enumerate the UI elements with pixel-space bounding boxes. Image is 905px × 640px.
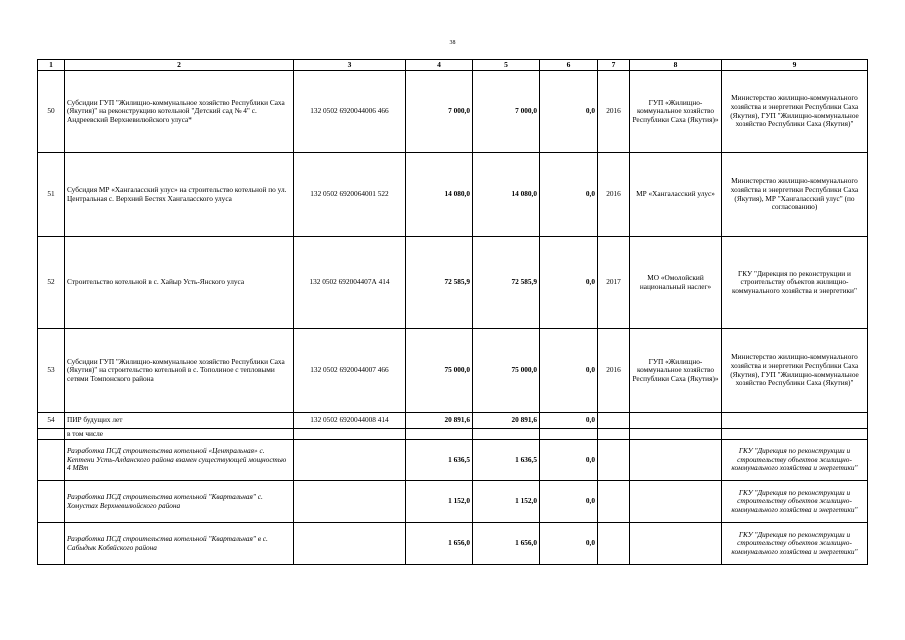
value-col4: 75 000,0: [406, 329, 473, 413]
subheader-row: [38, 429, 868, 440]
responsible: ГКУ "Дирекция по реконструкции и строительству объектов жилищно-коммунального хозяйства и энергетики": [722, 440, 868, 481]
value-col6: 0,0: [540, 413, 598, 429]
value-col6: 0,0: [540, 329, 598, 413]
value-col4: 20 891,6: [406, 413, 473, 429]
header-cell: 9: [722, 60, 868, 71]
header-cell: 3: [294, 60, 406, 71]
value-col5: 1 152,0: [473, 481, 540, 523]
row-number: 51: [38, 153, 65, 237]
sub-row-name: Разработка ПСД строительства котельной «Центральная» с. Кептени Усть-Алданского района взамен существующей мощностью 4 МВт: [65, 440, 294, 481]
table-row: [38, 153, 868, 237]
value-col5: 1 636,5: [473, 440, 540, 481]
row-number: 52: [38, 237, 65, 329]
header-cell: 1: [38, 60, 65, 71]
executor: МР «Хангаласский улус»: [630, 153, 722, 237]
value-col4: 14 080,0: [406, 153, 473, 237]
budget-code: 132 0502 6920044006 466: [294, 71, 406, 153]
header-cell: 6: [540, 60, 598, 71]
year: 2016: [598, 71, 630, 153]
header-row: [38, 60, 868, 71]
header-cell: 4: [406, 60, 473, 71]
year: [598, 413, 630, 429]
table-row: [38, 71, 868, 153]
sub-row-name: Разработка ПСД строительства котельной "Квартальная" в с. Сабыдык Кобяйского района: [65, 523, 294, 565]
responsible: Министерство жилищно-коммунального хозяйства и энергетики Республики Саха (Якутия), ГУП "Жилищно-коммунальное хозяйство Республики Саха (Якутия)": [722, 329, 868, 413]
value-col6: 0,0: [540, 153, 598, 237]
value-col6: 0,0: [540, 237, 598, 329]
responsible: ГКУ "Дирекция по реконструкции и строительству объектов жилищно-коммунального хозяйства и энергетики": [722, 237, 868, 329]
year: 2017: [598, 237, 630, 329]
subheader-label: в том числе: [65, 429, 294, 440]
value-col4: 7 000,0: [406, 71, 473, 153]
sub-row: [38, 523, 868, 565]
value-col5: 75 000,0: [473, 329, 540, 413]
row-number: 54: [38, 413, 65, 429]
row-number: 50: [38, 71, 65, 153]
responsible: ГКУ "Дирекция по реконструкции и строительству объектов жилищно-коммунального хозяйства и энергетики": [722, 481, 868, 523]
value-col5: 14 080,0: [473, 153, 540, 237]
row-name: ПИР будущих лет: [65, 413, 294, 429]
header-cell: 8: [630, 60, 722, 71]
value-col4: 72 585,9: [406, 237, 473, 329]
sub-row-name: Разработка ПСД строительства котельной "Квартальная" с. Хомустах Верхневилюйского района: [65, 481, 294, 523]
value-col4: 1 656,0: [406, 523, 473, 565]
executor: ГУП «Жилищно-коммунальное хозяйство Республики Саха (Якутия)»: [630, 329, 722, 413]
executor: [630, 413, 722, 429]
header-cell: 7: [598, 60, 630, 71]
value-col5: 72 585,9: [473, 237, 540, 329]
budget-code: 132 0502 692004407А 414: [294, 237, 406, 329]
value-col5: 20 891,6: [473, 413, 540, 429]
header-cell: 2: [65, 60, 294, 71]
program-table: [37, 59, 868, 565]
sub-row: [38, 440, 868, 481]
row-number: 53: [38, 329, 65, 413]
responsible: [722, 413, 868, 429]
page-number: 38: [449, 40, 456, 46]
row-name: Строительство котельной в с. Хайыр Усть-Янского улуса: [65, 237, 294, 329]
year: 2016: [598, 153, 630, 237]
table-row: [38, 329, 868, 413]
sub-row: [38, 481, 868, 523]
value-col6: 0,0: [540, 440, 598, 481]
budget-code: 132 0502 6920044007 466: [294, 329, 406, 413]
row-name: Субсидии ГУП "Жилищно-коммунальное хозяйство Республики Саха (Якутия)" на строительство котельной в с. Тополиное с тепловыми сетями Томпонского района: [65, 329, 294, 413]
year: 2016: [598, 329, 630, 413]
value-col6: 0,0: [540, 71, 598, 153]
responsible: ГКУ "Дирекция по реконструкции и строительству объектов жилищно-коммунального хозяйства и энергетики": [722, 523, 868, 565]
value-col5: 7 000,0: [473, 71, 540, 153]
row-name: Субсидии ГУП "Жилищно-коммунальное хозяйство Республики Саха (Якутия)" на реконструкцию котельной "Детский сад № 4" с. Андреевский Верхневилюйского улуса*: [65, 71, 294, 153]
executor: МО «Омолойский национальный наслег»: [630, 237, 722, 329]
value-col6: 0,0: [540, 481, 598, 523]
table-row: [38, 237, 868, 329]
header-cell: 5: [473, 60, 540, 71]
budget-code: 132 0502 6920044008 414: [294, 413, 406, 429]
value-col6: 0,0: [540, 523, 598, 565]
value-col5: 1 656,0: [473, 523, 540, 565]
responsible: Министерство жилищно-коммунального хозяйства и энергетики Республики Саха (Якутия), МР "Хангаласский улус" (по согласованию): [722, 153, 868, 237]
budget-code: 132 0502 6920064001 522: [294, 153, 406, 237]
row-name: Субсидия МР «Хангаласский улус» на строительство котельной по ул. Центральная с. Верхний Бестях Хангаласского улуса: [65, 153, 294, 237]
table-row: [38, 413, 868, 429]
value-col4: 1 152,0: [406, 481, 473, 523]
executor: ГУП «Жилищно-коммунальное хозяйство Республики Саха (Якутия)»: [630, 71, 722, 153]
responsible: Министерство жилищно-коммунального хозяйства и энергетики Республики Саха (Якутия), ГУП "Жилищно-коммунальное хозяйство Республики Саха (Якутия)": [722, 71, 868, 153]
value-col4: 1 636,5: [406, 440, 473, 481]
